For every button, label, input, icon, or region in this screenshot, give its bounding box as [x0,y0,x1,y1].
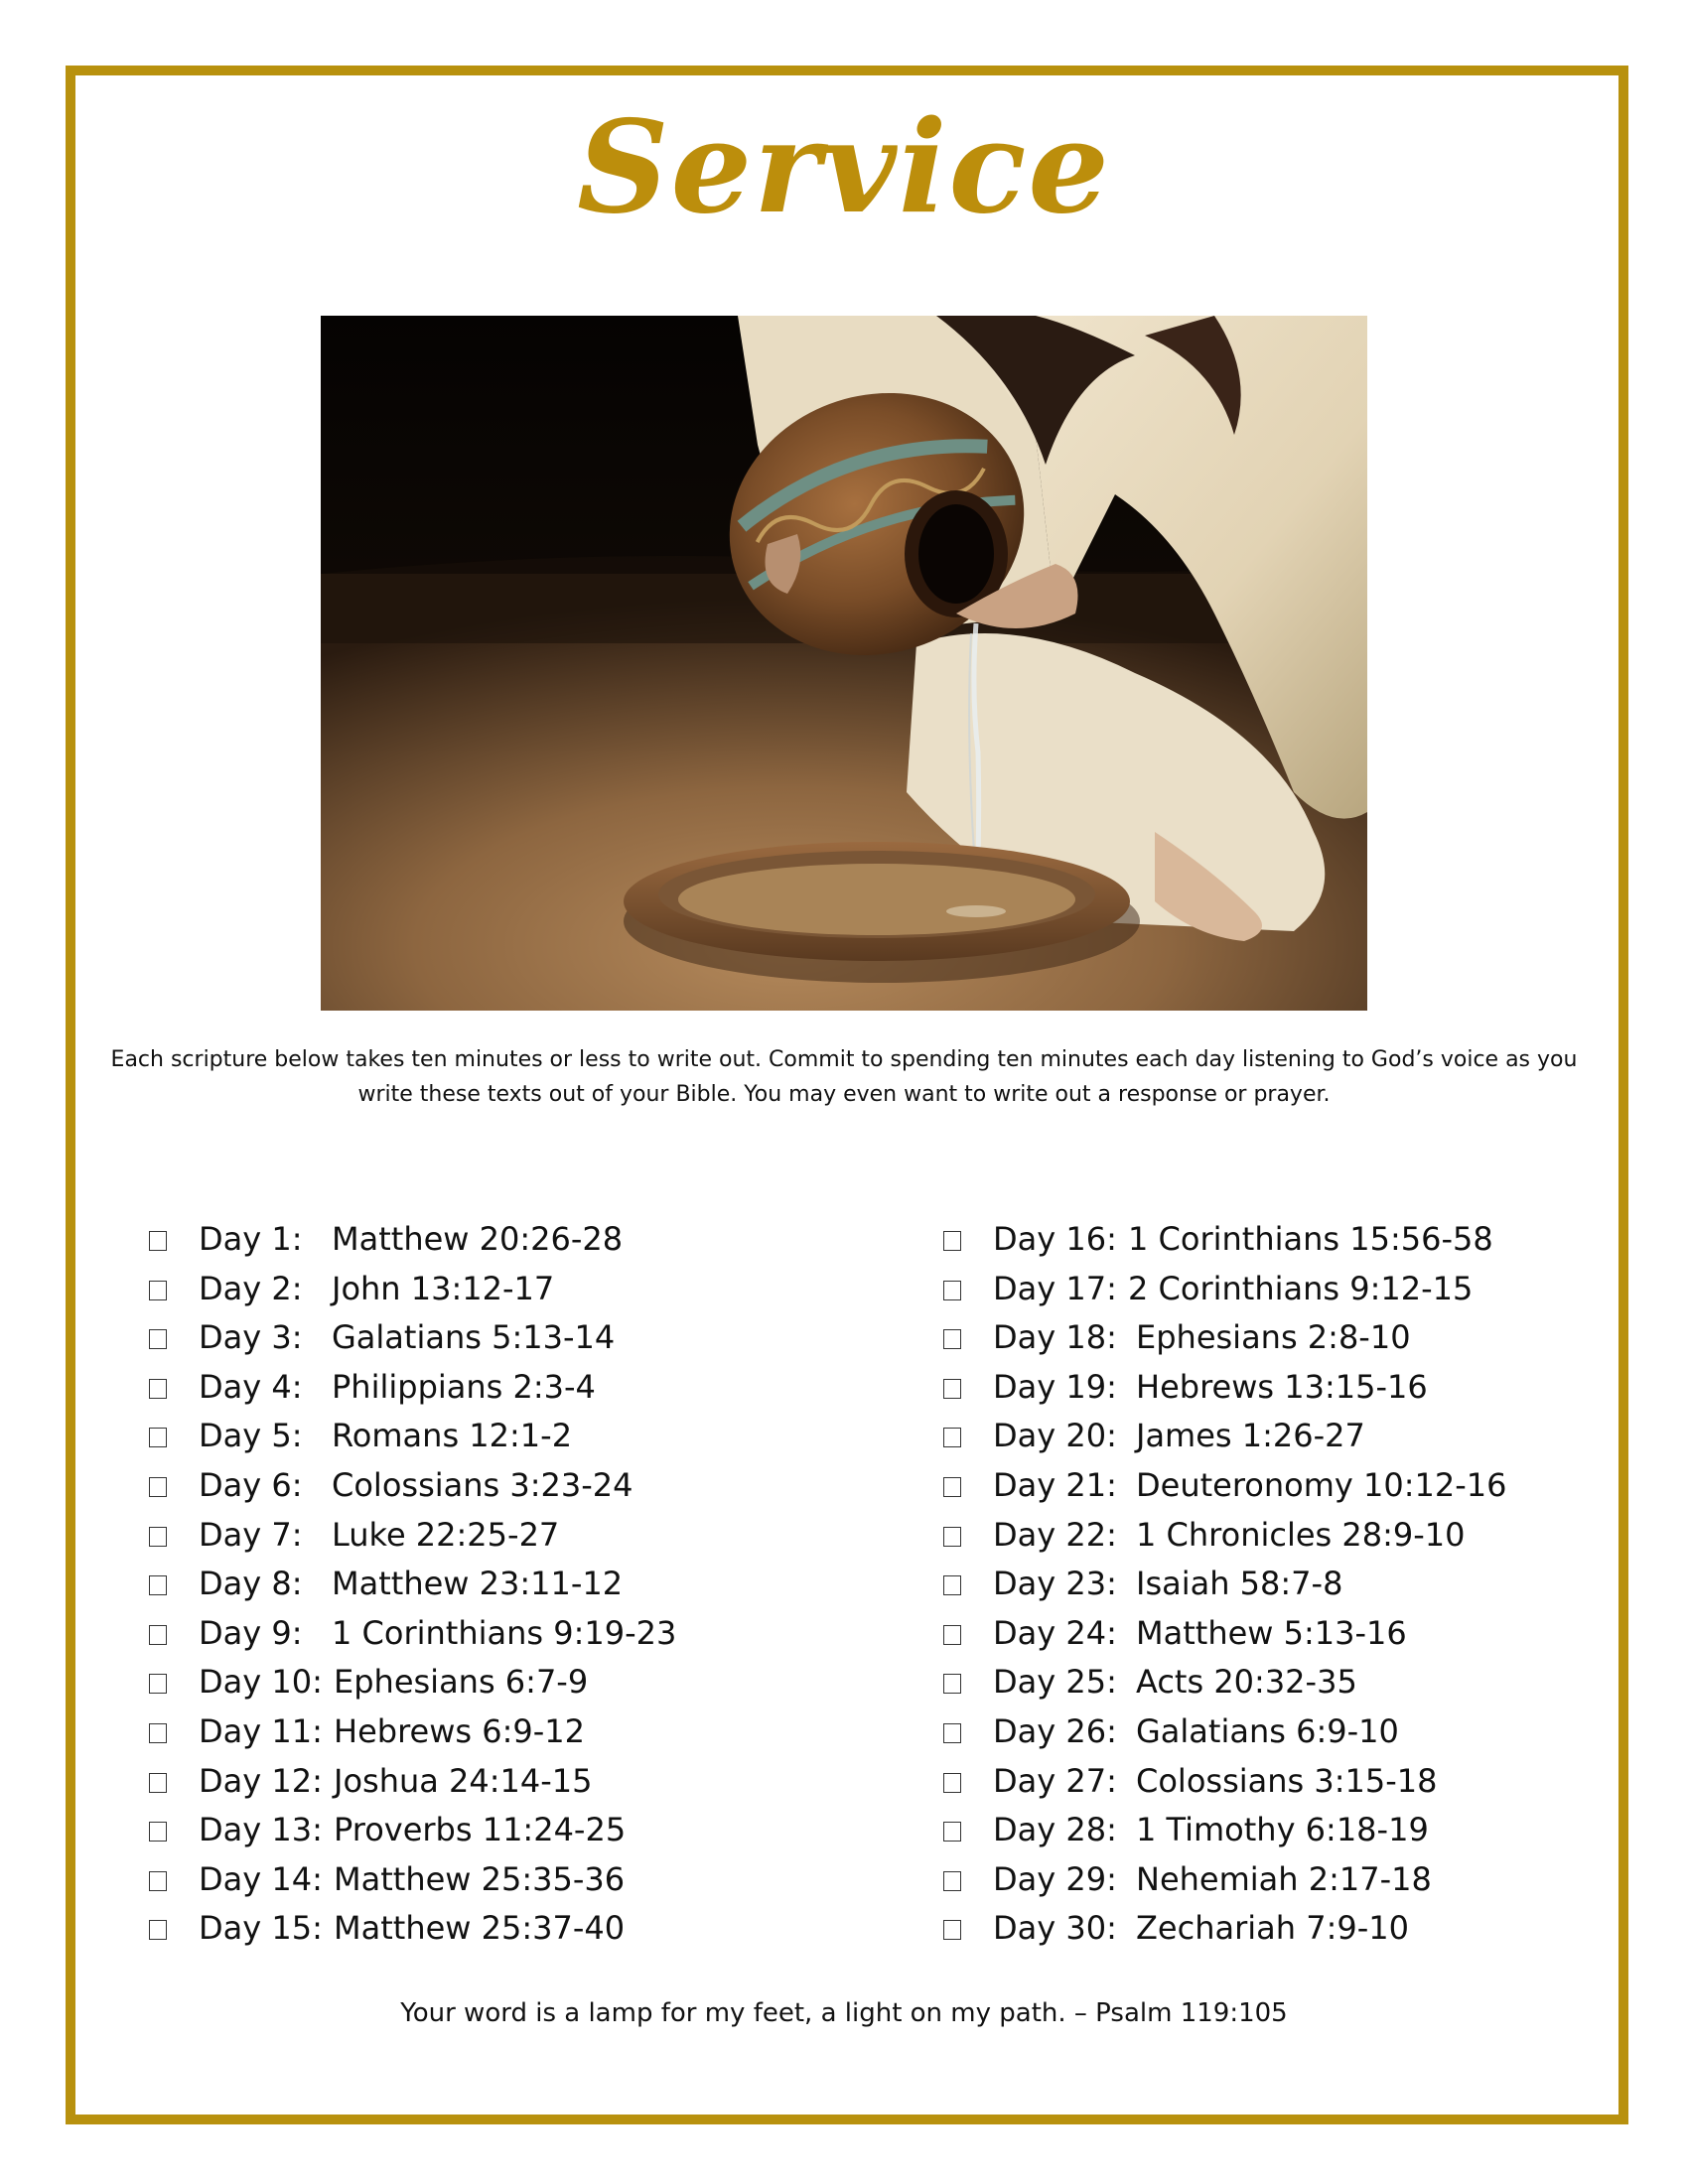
checkbox[interactable] [149,1920,167,1940]
footer-verse: Your word is a lamp for my feet, a light on my path. – Psalm 119:105 [400,1998,1288,2028]
day-label: Day 6: [199,1465,303,1504]
day-label: Day 21: [993,1465,1117,1504]
scripture-reference: Joshua 24:14-15 [334,1761,593,1800]
checkbox[interactable] [943,1329,961,1349]
checkbox[interactable] [149,1575,167,1595]
checkbox[interactable] [943,1674,961,1694]
scripture-reference: Galatians 5:13-14 [332,1318,616,1357]
day-label: Day 23: [993,1565,1117,1603]
day-label: Day 20: [993,1417,1117,1455]
day-label: Day 3: [199,1318,303,1357]
checkbox[interactable] [149,1625,167,1645]
day-label: Day 26: [993,1711,1117,1750]
scripture-reference: Romans 12:1-2 [332,1417,573,1455]
checkbox[interactable] [149,1281,167,1300]
checkbox[interactable] [943,1231,961,1251]
day-label: Day 29: [993,1859,1117,1898]
checkbox[interactable] [149,1773,167,1793]
checkbox[interactable] [943,1822,961,1842]
checkbox[interactable] [149,1428,167,1447]
day-label: Day 1: [199,1220,303,1258]
day-label: Day 24: [993,1613,1117,1652]
checkbox[interactable] [149,1477,167,1497]
scripture-reference: Matthew 20:26-28 [332,1220,624,1258]
scripture-reference: Matthew 23:11-12 [332,1565,624,1603]
scripture-reference: Ephesians 2:8-10 [1136,1318,1411,1357]
checkbox[interactable] [149,1674,167,1694]
day-label: Day 12: [199,1761,323,1800]
day-label: Day 7: [199,1515,303,1554]
day-label: Day 30: [993,1909,1117,1948]
service-photo [321,316,1367,1011]
scripture-reference: Acts 20:32-35 [1136,1663,1357,1702]
scripture-reference: Ephesians 6:7-9 [334,1663,589,1702]
scripture-reference: Hebrews 13:15-16 [1136,1367,1428,1406]
day-label: Day 16: [993,1220,1117,1258]
scripture-reference: John 13:12-17 [332,1269,555,1307]
day-label: Day 17: [993,1269,1117,1307]
scripture-reference: Deuteronomy 10:12-16 [1136,1465,1507,1504]
scripture-reference: Proverbs 11:24-25 [334,1811,627,1849]
day-label: Day 13: [199,1811,323,1849]
day-label: Day 15: [199,1909,323,1948]
day-label: Day 14: [199,1859,323,1898]
scripture-reference: Zechariah 7:9-10 [1136,1909,1409,1948]
checkbox[interactable] [943,1773,961,1793]
checkbox[interactable] [943,1281,961,1300]
checkbox[interactable] [943,1920,961,1940]
scripture-reference: Nehemiah 2:17-18 [1136,1859,1432,1898]
scripture-reference: Hebrews 6:9-12 [334,1711,585,1750]
scripture-reference: James 1:26-27 [1136,1417,1365,1455]
scripture-reference: Colossians 3:15-18 [1136,1761,1438,1800]
checkbox[interactable] [943,1723,961,1743]
day-label: Day 22: [993,1515,1117,1554]
day-label: Day 25: [993,1663,1117,1702]
scripture-reference: 1 Corinthians 15:56-58 [1128,1220,1493,1258]
day-label: Day 9: [199,1613,303,1652]
checkbox[interactable] [943,1625,961,1645]
day-label: Day 19: [993,1367,1117,1406]
checkbox[interactable] [149,1871,167,1891]
scripture-reference: Colossians 3:23-24 [332,1465,633,1504]
scripture-reference: 1 Timothy 6:18-19 [1136,1811,1429,1849]
checkbox[interactable] [149,1527,167,1547]
day-label: Day 10: [199,1663,323,1702]
page-title: Service [577,93,1111,242]
scripture-reference: 1 Chronicles 28:9-10 [1136,1515,1466,1554]
scripture-reference: Isaiah 58:7-8 [1136,1565,1343,1603]
day-label: Day 27: [993,1761,1117,1800]
checkbox[interactable] [943,1477,961,1497]
day-label: Day 4: [199,1367,303,1406]
day-label: Day 8: [199,1565,303,1603]
checkbox[interactable] [149,1822,167,1842]
checkbox[interactable] [943,1428,961,1447]
scripture-reference: Luke 22:25-27 [332,1515,560,1554]
checkbox[interactable] [943,1575,961,1595]
scripture-reference: Galatians 6:9-10 [1136,1711,1399,1750]
checkbox[interactable] [149,1231,167,1251]
day-label: Day 11: [199,1711,323,1750]
checkbox[interactable] [149,1723,167,1743]
scripture-reference: 2 Corinthians 9:12-15 [1128,1269,1474,1307]
day-label: Day 28: [993,1811,1117,1849]
scripture-reference: 1 Corinthians 9:19-23 [332,1613,677,1652]
day-label: Day 2: [199,1269,303,1307]
checkbox[interactable] [943,1379,961,1399]
checkbox[interactable] [943,1527,961,1547]
checkbox[interactable] [149,1329,167,1349]
scripture-reference: Matthew 25:37-40 [334,1909,626,1948]
day-label: Day 5: [199,1417,303,1455]
checkbox[interactable] [149,1379,167,1399]
scripture-reference: Matthew 5:13-16 [1136,1613,1407,1652]
intro-paragraph: Each scripture below takes ten minutes or less to write out. Commit to spending ten minutes each day listening to God’s voice as you write these texts out of your Bible. You may even want to write out a response or prayer. [110,1047,1578,1107]
scripture-reference: Matthew 25:35-36 [334,1859,626,1898]
scripture-reference: Philippians 2:3-4 [332,1367,596,1406]
checkbox[interactable] [943,1871,961,1891]
day-label: Day 18: [993,1318,1117,1357]
